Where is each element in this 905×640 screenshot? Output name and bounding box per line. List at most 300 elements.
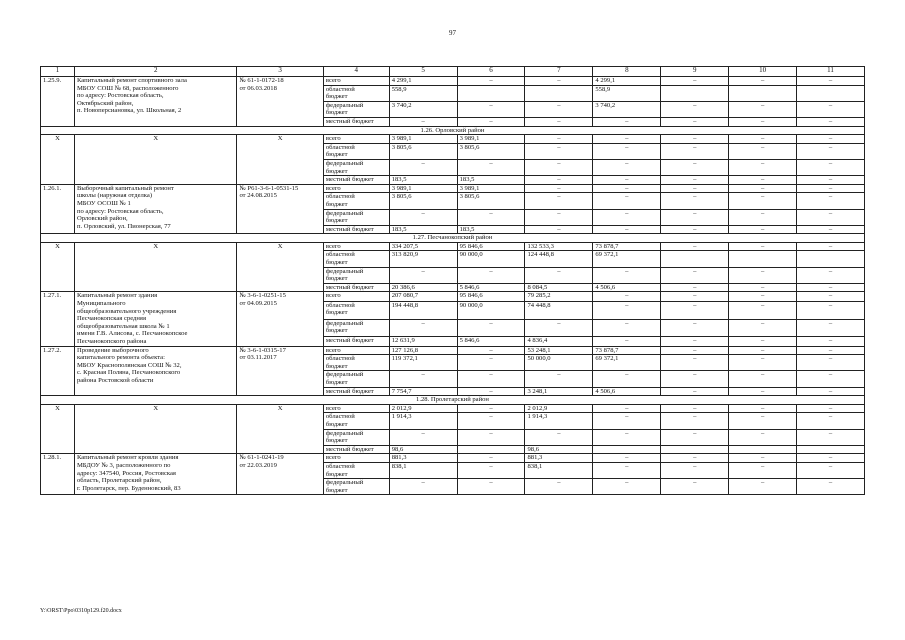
funding-source: областной бюджет (323, 462, 389, 478)
amount-cell: – (661, 101, 729, 117)
amount-cell: – (797, 462, 865, 478)
amount-cell: 3 989,1 (389, 135, 457, 144)
amount-cell: 1 914,3 (525, 413, 593, 429)
funding-source: областной бюджет (323, 193, 389, 209)
table-row (41, 77, 865, 86)
object-name: Х (74, 242, 237, 292)
amount-cell: – (457, 267, 525, 283)
amount-cell: – (389, 479, 457, 495)
amount-cell: – (525, 479, 593, 495)
section-title: 1.27. Песчанокопский район (41, 234, 865, 243)
amount-cell: – (797, 242, 865, 251)
amount-cell: – (797, 292, 865, 301)
amount-cell: 4 506,6 (593, 387, 661, 396)
table-row (41, 242, 865, 251)
amount-cell: – (593, 193, 661, 209)
amount-cell: – (593, 184, 661, 193)
amount-cell: – (797, 143, 865, 159)
row-code: 1.25.9. (41, 77, 75, 127)
column-header: 10 (729, 67, 797, 77)
amount-cell: – (729, 429, 797, 445)
amount-cell (457, 445, 525, 454)
amount-cell: – (593, 117, 661, 126)
amount-cell: 8 084,5 (525, 283, 593, 292)
amount-cell: 90 000,0 (457, 251, 525, 267)
amount-cell: – (389, 159, 457, 175)
section-row (41, 126, 865, 135)
funding-source: областной бюджет (323, 301, 389, 319)
amount-cell: – (729, 413, 797, 429)
funding-source: местный бюджет (323, 176, 389, 185)
amount-cell: 90 000,0 (457, 301, 525, 319)
amount-cell: 558,9 (389, 85, 457, 101)
amount-cell: – (661, 404, 729, 413)
amount-cell: 2 012,9 (525, 404, 593, 413)
funding-source: всего (323, 454, 389, 463)
object-name: Капитальный ремонт кровли здания МБДОУ № 3, расположенного по адресу: 347540, Россия, Ростовская область, Пролетарский район, г. Пролетарск, пер. Буденновский, 83 (74, 454, 237, 495)
amount-cell: – (797, 454, 865, 463)
amount-cell (593, 445, 661, 454)
funding-source: областной бюджет (323, 85, 389, 101)
amount-cell: – (729, 319, 797, 337)
table-row (41, 184, 865, 193)
object-name: Капитальный ремонт спортивного зала МБОУ СОШ № 68, расположенного по адресу: Ростовская область, Октябрьский район, п. Новоперсиановка, ул. Школьная, 2 (74, 77, 237, 127)
header-row (41, 67, 865, 77)
amount-cell: – (525, 225, 593, 234)
amount-cell: – (729, 355, 797, 371)
amount-cell: – (729, 454, 797, 463)
amount-cell: – (797, 337, 865, 346)
amount-cell: – (525, 371, 593, 387)
amount-cell: – (389, 117, 457, 126)
amount-cell: – (729, 404, 797, 413)
amount-cell: 53 248,1 (525, 346, 593, 355)
amount-cell (661, 445, 729, 454)
funding-source: областной бюджет (323, 355, 389, 371)
funding-source: федеральный бюджет (323, 429, 389, 445)
amount-cell: – (729, 193, 797, 209)
amount-cell: – (661, 337, 729, 346)
amount-cell: 98,6 (389, 445, 457, 454)
table-row (41, 454, 865, 463)
amount-cell: – (525, 429, 593, 445)
funding-source: всего (323, 242, 389, 251)
amount-cell: 207 080,7 (389, 292, 457, 301)
funding-source: федеральный бюджет (323, 159, 389, 175)
table-row (41, 292, 865, 301)
amount-cell: – (797, 479, 865, 495)
row-code: 1.28.1. (41, 454, 75, 495)
amount-cell: – (457, 413, 525, 429)
amount-cell: 5 846,6 (457, 337, 525, 346)
object-name: Выборочный капитальный ремонт школы (наружная отделка) МБОУ ОСОШ № 1 по адресу: Ростовская область, Орловский район, п. Орловский, ул. Пионерская, 77 (74, 184, 237, 234)
amount-cell: – (797, 429, 865, 445)
amount-cell: – (661, 77, 729, 86)
amount-cell: – (525, 319, 593, 337)
amount-cell: – (593, 404, 661, 413)
amount-cell: – (661, 462, 729, 478)
funding-source: местный бюджет (323, 337, 389, 346)
amount-cell: – (525, 176, 593, 185)
amount-cell: – (593, 209, 661, 225)
row-code: Х (41, 242, 75, 292)
amount-cell: – (729, 283, 797, 292)
amount-cell: 4 299,1 (593, 77, 661, 86)
amount-cell: – (661, 319, 729, 337)
amount-cell: – (457, 387, 525, 396)
amount-cell: 50 000,0 (525, 355, 593, 371)
amount-cell: 95 846,6 (457, 292, 525, 301)
amount-cell: – (797, 77, 865, 86)
table-body (41, 77, 865, 495)
amount-cell: – (661, 292, 729, 301)
object-name: Капитальный ремонт здания Муниципального общеобразовательного учреждения Песчанокопская средняя общеобразовательная школа № 1 имени Г.В. Алисова, с. Песчанокопское Песчанокопского района (74, 292, 237, 346)
amount-cell: – (797, 283, 865, 292)
amount-cell: – (661, 209, 729, 225)
funding-source: всего (323, 77, 389, 86)
amount-cell: – (797, 135, 865, 144)
amount-cell: – (797, 101, 865, 117)
row-code: Х (41, 404, 75, 454)
amount-cell: – (593, 413, 661, 429)
column-header: 7 (525, 67, 593, 77)
amount-cell: – (525, 135, 593, 144)
amount-cell: 313 820,9 (389, 251, 457, 267)
amount-cell: – (729, 159, 797, 175)
amount-cell: – (661, 117, 729, 126)
amount-cell: – (457, 462, 525, 478)
amount-cell: – (525, 267, 593, 283)
amount-cell: – (661, 143, 729, 159)
amount-cell: 69 372,1 (593, 355, 661, 371)
amount-cell: 183,5 (457, 176, 525, 185)
funding-source: областной бюджет (323, 251, 389, 267)
amount-cell (797, 251, 865, 267)
amount-cell: – (661, 159, 729, 175)
amount-cell: – (525, 77, 593, 86)
amount-cell: – (389, 429, 457, 445)
amount-cell: – (389, 371, 457, 387)
amount-cell: – (593, 337, 661, 346)
column-header: 2 (74, 67, 237, 77)
funding-source: всего (323, 135, 389, 144)
amount-cell: – (661, 413, 729, 429)
amount-cell: 3 248,1 (525, 387, 593, 396)
amount-cell (729, 85, 797, 101)
amount-cell: – (525, 209, 593, 225)
amount-cell: – (457, 209, 525, 225)
funding-source: областной бюджет (323, 143, 389, 159)
amount-cell: – (797, 225, 865, 234)
funding-source: всего (323, 184, 389, 193)
amount-cell: – (593, 462, 661, 478)
document-ref: № 61-1-0172-18 от 06.03.2018 (237, 77, 323, 127)
amount-cell: – (729, 101, 797, 117)
amount-cell: – (457, 101, 525, 117)
column-header: 3 (237, 67, 323, 77)
funding-source: местный бюджет (323, 117, 389, 126)
column-header: 8 (593, 67, 661, 77)
section-row (41, 234, 865, 243)
amount-cell: 3 805,6 (389, 143, 457, 159)
object-name: Х (74, 135, 237, 185)
amount-cell: – (525, 184, 593, 193)
amount-cell: – (525, 143, 593, 159)
amount-cell: – (661, 346, 729, 355)
amount-cell: – (797, 387, 865, 396)
amount-cell: – (797, 209, 865, 225)
amount-cell: – (661, 267, 729, 283)
amount-cell: – (457, 77, 525, 86)
funding-source: федеральный бюджет (323, 371, 389, 387)
amount-cell: 119 372,1 (389, 355, 457, 371)
amount-cell: – (525, 101, 593, 117)
amount-cell: – (661, 301, 729, 319)
row-code: Х (41, 135, 75, 185)
amount-cell: 5 846,6 (457, 283, 525, 292)
row-code: 1.27.2. (41, 346, 75, 396)
funding-source: всего (323, 292, 389, 301)
budget-table (40, 66, 865, 495)
column-header: 4 (323, 67, 389, 77)
amount-cell: 3 989,1 (389, 184, 457, 193)
amount-cell: – (797, 346, 865, 355)
column-header: 6 (457, 67, 525, 77)
table-row (41, 404, 865, 413)
amount-cell: – (797, 371, 865, 387)
amount-cell: 3 740,2 (389, 101, 457, 117)
amount-cell: – (593, 454, 661, 463)
amount-cell: – (729, 117, 797, 126)
amount-cell: 334 207,5 (389, 242, 457, 251)
amount-cell: – (797, 301, 865, 319)
amount-cell: – (525, 117, 593, 126)
amount-cell (457, 85, 525, 101)
document-ref: № 3-6-1-0315-17 от 03.11.2017 (237, 346, 323, 396)
amount-cell: – (389, 267, 457, 283)
amount-cell: 20 386,6 (389, 283, 457, 292)
amount-cell: – (593, 292, 661, 301)
amount-cell: – (457, 479, 525, 495)
amount-cell: 881,3 (389, 454, 457, 463)
amount-cell: 7 754,7 (389, 387, 457, 396)
document-ref: Х (237, 135, 323, 185)
funding-source: местный бюджет (323, 225, 389, 234)
document-ref: № Р61-3-6-1-0531-15 от 24.08.2015 (237, 184, 323, 234)
funding-source: всего (323, 404, 389, 413)
amount-cell: 183,5 (457, 225, 525, 234)
funding-source: федеральный бюджет (323, 209, 389, 225)
amount-cell: 4 299,1 (389, 77, 457, 86)
document-ref: Х (237, 404, 323, 454)
amount-cell: – (661, 429, 729, 445)
amount-cell: – (797, 193, 865, 209)
row-code: 1.26.1. (41, 184, 75, 234)
amount-cell: – (729, 301, 797, 319)
amount-cell: 79 285,2 (525, 292, 593, 301)
amount-cell: – (593, 319, 661, 337)
amount-cell: – (729, 479, 797, 495)
amount-cell: – (729, 209, 797, 225)
amount-cell: 4 836,4 (525, 337, 593, 346)
amount-cell: – (457, 117, 525, 126)
amount-cell: – (729, 387, 797, 396)
amount-cell: – (457, 346, 525, 355)
amount-cell: 183,5 (389, 176, 457, 185)
amount-cell: 3 805,6 (457, 193, 525, 209)
amount-cell: – (661, 184, 729, 193)
amount-cell: – (661, 355, 729, 371)
funding-source: федеральный бюджет (323, 101, 389, 117)
amount-cell: – (661, 193, 729, 209)
amount-cell: – (797, 117, 865, 126)
amount-cell: – (593, 159, 661, 175)
amount-cell: 3 989,1 (457, 184, 525, 193)
document-ref: № 61-1-0241-19 от 22.03.2019 (237, 454, 323, 495)
row-code: 1.27.1. (41, 292, 75, 346)
amount-cell: – (593, 429, 661, 445)
table-row (41, 346, 865, 355)
amount-cell: 881,3 (525, 454, 593, 463)
amount-cell: 69 372,1 (593, 251, 661, 267)
amount-cell: – (457, 371, 525, 387)
funding-source: федеральный бюджет (323, 267, 389, 283)
amount-cell: – (593, 225, 661, 234)
amount-cell: – (729, 346, 797, 355)
amount-cell: 838,1 (525, 462, 593, 478)
amount-cell: – (389, 319, 457, 337)
amount-cell: – (593, 176, 661, 185)
amount-cell: 73 878,7 (593, 242, 661, 251)
column-header: 5 (389, 67, 457, 77)
table-row (41, 135, 865, 144)
amount-cell: – (457, 454, 525, 463)
amount-cell: – (661, 135, 729, 144)
amount-cell: – (729, 176, 797, 185)
amount-cell: – (729, 292, 797, 301)
amount-cell: – (797, 404, 865, 413)
amount-cell: – (389, 209, 457, 225)
funding-source: местный бюджет (323, 283, 389, 292)
amount-cell: – (457, 429, 525, 445)
amount-cell: 3 989,1 (457, 135, 525, 144)
amount-cell (525, 85, 593, 101)
funding-source: областной бюджет (323, 413, 389, 429)
amount-cell: 1 914,3 (389, 413, 457, 429)
amount-cell: 558,9 (593, 85, 661, 101)
amount-cell: – (457, 319, 525, 337)
file-path-footer: Y:\ORST\Ppo\0310p129.f20.docx (40, 608, 122, 614)
amount-cell: 95 846,6 (457, 242, 525, 251)
amount-cell: – (661, 225, 729, 234)
amount-cell: – (797, 159, 865, 175)
amount-cell: – (797, 176, 865, 185)
amount-cell: 183,5 (389, 225, 457, 234)
amount-cell: – (797, 267, 865, 283)
column-header: 11 (797, 67, 865, 77)
amount-cell: – (729, 267, 797, 283)
amount-cell: – (593, 267, 661, 283)
amount-cell: – (797, 355, 865, 371)
amount-cell: 4 506,6 (593, 283, 661, 292)
amount-cell: – (661, 371, 729, 387)
funding-source: всего (323, 346, 389, 355)
funding-source: местный бюджет (323, 445, 389, 454)
amount-cell (797, 445, 865, 454)
section-title: 1.26. Орловский район (41, 126, 865, 135)
amount-cell (729, 445, 797, 454)
document-ref: Х (237, 242, 323, 292)
column-header: 9 (661, 67, 729, 77)
funding-source: местный бюджет (323, 387, 389, 396)
amount-cell: – (661, 454, 729, 463)
amount-cell: – (661, 283, 729, 292)
amount-cell: – (457, 355, 525, 371)
amount-cell: – (797, 319, 865, 337)
section-row (41, 396, 865, 405)
amount-cell (729, 251, 797, 267)
funding-source: федеральный бюджет (323, 479, 389, 495)
amount-cell: 194 448,8 (389, 301, 457, 319)
amount-cell: – (661, 479, 729, 495)
amount-cell: – (729, 371, 797, 387)
amount-cell: – (729, 143, 797, 159)
page-number: 97 (449, 29, 456, 37)
amount-cell: – (593, 143, 661, 159)
amount-cell (661, 85, 729, 101)
amount-cell: – (729, 225, 797, 234)
amount-cell: – (525, 159, 593, 175)
amount-cell: – (593, 301, 661, 319)
amount-cell: – (729, 337, 797, 346)
object-name: Проведение выборочного капитального ремонта объекта: МБОУ Краснополянская СОШ № 32, с. Красная Поляна, Песчанокопского района Ростовской области (74, 346, 237, 396)
amount-cell: – (797, 184, 865, 193)
column-header: 1 (41, 67, 75, 77)
amount-cell (797, 85, 865, 101)
amount-cell: – (457, 159, 525, 175)
amount-cell: – (661, 242, 729, 251)
section-title: 1.28. Пролетарский район (41, 396, 865, 405)
funding-source: федеральный бюджет (323, 319, 389, 337)
amount-cell: – (797, 413, 865, 429)
amount-cell: 3 805,6 (457, 143, 525, 159)
amount-cell: – (525, 193, 593, 209)
amount-cell: – (457, 404, 525, 413)
amount-cell: 2 012,9 (389, 404, 457, 413)
amount-cell: – (729, 242, 797, 251)
amount-cell (661, 251, 729, 267)
amount-cell: 3 805,6 (389, 193, 457, 209)
amount-cell: – (593, 479, 661, 495)
amount-cell: – (729, 77, 797, 86)
amount-cell: – (593, 135, 661, 144)
amount-cell: 132 533,3 (525, 242, 593, 251)
amount-cell: 73 878,7 (593, 346, 661, 355)
amount-cell: 838,1 (389, 462, 457, 478)
amount-cell: – (729, 135, 797, 144)
amount-cell: 74 448,8 (525, 301, 593, 319)
amount-cell: 12 631,9 (389, 337, 457, 346)
document-ref: № 3-6-1-0251-15 от 04.09.2015 (237, 292, 323, 346)
amount-cell: – (661, 176, 729, 185)
amount-cell: – (661, 387, 729, 396)
amount-cell: 124 448,8 (525, 251, 593, 267)
amount-cell: 127 126,8 (389, 346, 457, 355)
amount-cell: 3 740,2 (593, 101, 661, 117)
amount-cell: – (593, 371, 661, 387)
object-name: Х (74, 404, 237, 454)
amount-cell: 98,6 (525, 445, 593, 454)
